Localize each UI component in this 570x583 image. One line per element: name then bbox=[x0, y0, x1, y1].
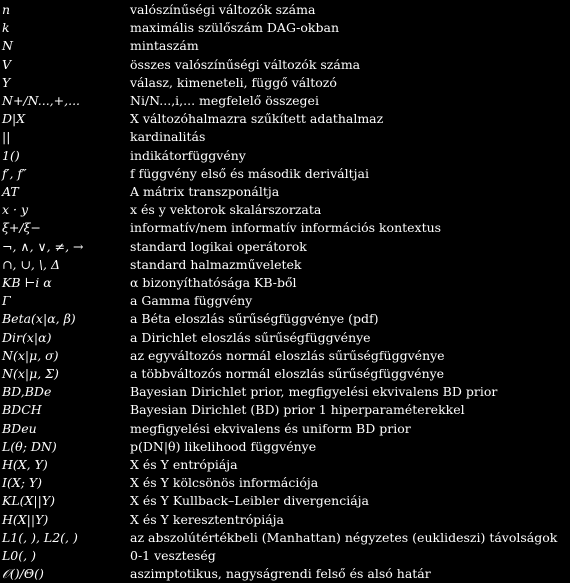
notation-description: aszimptotikus, nagyságrendi felső és alsó határ bbox=[130, 566, 431, 582]
notation-description: összes valószínűségi változók száma bbox=[130, 56, 361, 72]
notation-description: a Béta eloszlás sűrűségfüggvénye (pdf) bbox=[130, 311, 379, 327]
notation-row bbox=[0, 456, 570, 474]
notation-row bbox=[0, 565, 570, 583]
notation-description: Bayesian Dirichlet (BD) prior 1 hiperparaméterekkel bbox=[130, 402, 465, 418]
notation-description: a Dirichlet eloszlás sűrűségfüggvénye bbox=[130, 329, 371, 345]
notation-description: 0-1 veszteség bbox=[130, 548, 216, 563]
notation-description: X és Y kölcsönös információja bbox=[130, 475, 319, 491]
notation-row bbox=[0, 19, 570, 37]
notation-description: kardinalitás bbox=[130, 129, 206, 145]
notation-description: válasz, kimeneteli, függő változó bbox=[130, 74, 337, 90]
notation-row bbox=[0, 329, 570, 347]
notation-description: standard logikai operátorok bbox=[130, 238, 307, 254]
notation-row bbox=[0, 165, 570, 183]
notation-row bbox=[0, 438, 570, 456]
notation-symbol: f′, f″ bbox=[2, 165, 27, 181]
notation-symbol: N bbox=[2, 38, 13, 54]
notation-description: indikátorfüggvény bbox=[130, 147, 246, 163]
notation-description: standard halmazműveletek bbox=[130, 256, 302, 272]
notation-symbol: ¬, ∧, ∨, ≠, → bbox=[2, 238, 84, 254]
notation-row bbox=[0, 310, 570, 328]
notation-row bbox=[0, 383, 570, 401]
notation-symbol: KB ⊢i α bbox=[2, 275, 52, 290]
notation-row bbox=[0, 92, 570, 110]
notation-row bbox=[0, 74, 570, 92]
notation-symbol: AT bbox=[2, 184, 19, 199]
notation-row bbox=[0, 365, 570, 383]
notation-description: megfigyelési ekvivalens és uniform BD prior bbox=[130, 420, 411, 436]
notation-description: α bizonyíthatósága KB-ből bbox=[130, 275, 297, 290]
notation-description: maximális szülőszám DAG-okban bbox=[130, 20, 339, 36]
notation-row bbox=[0, 256, 570, 274]
notation-description: X változóhalmazra szűkített adathalmaz bbox=[130, 111, 384, 127]
notation-description: informatív/nem informatív információs kontextus bbox=[130, 220, 442, 236]
notation-symbol: N(x|μ, Σ) bbox=[2, 366, 59, 381]
notation-description: x és y vektorok skalárszorzata bbox=[130, 202, 322, 218]
notation-description: Ni/N...,i,... megfelelő összegei bbox=[130, 93, 319, 108]
notation-row bbox=[0, 511, 570, 529]
notation-description: X és Y keresztentrópiája bbox=[130, 511, 285, 527]
notation-symbol: N+/N...,+,... bbox=[2, 93, 81, 108]
notation-symbol: L0(, ) bbox=[2, 548, 36, 563]
notation-row bbox=[0, 529, 570, 547]
notation-symbol: V bbox=[2, 56, 12, 72]
notation-row bbox=[0, 1, 570, 19]
notation-symbol: H(X, Y) bbox=[2, 457, 48, 472]
notation-symbol: ∩, ∪, \, Δ bbox=[2, 256, 61, 272]
notation-description: A mátrix transzponáltja bbox=[130, 184, 280, 199]
notation-description: X és Y Kullback–Leibler divergenciája bbox=[130, 493, 369, 509]
notation-symbol: L(θ; DN) bbox=[2, 438, 57, 454]
notation-symbol: L1(, ), L2(, ) bbox=[2, 529, 78, 545]
notation-description: az egyváltozós normál eloszlás sűrűségfüggvénye bbox=[130, 347, 445, 363]
notation-description: mintaszám bbox=[130, 38, 199, 54]
notation-description: az abszolútértékbeli (Manhattan) négyzetes (euklideszi) távolságok bbox=[130, 529, 558, 545]
notation-symbol: BD,BDe bbox=[2, 384, 52, 400]
notation-row bbox=[0, 238, 570, 256]
notation-symbol: KL(X||Y) bbox=[2, 493, 55, 509]
notation-row bbox=[0, 56, 570, 74]
notation-row bbox=[0, 183, 570, 201]
notation-row bbox=[0, 401, 570, 419]
notation-symbol: || bbox=[2, 129, 11, 145]
notation-description: a többváltozós normál eloszlás sűrűségfüggvénye bbox=[130, 366, 445, 381]
notation-description: f függvény első és második deriváltjai bbox=[130, 165, 369, 181]
notation-symbol: 𝒪()/Θ() bbox=[2, 566, 44, 582]
notation-row bbox=[0, 201, 570, 219]
notation-symbol: BDeu bbox=[2, 420, 37, 436]
notation-row bbox=[0, 37, 570, 55]
notation-row bbox=[0, 219, 570, 237]
notation-row bbox=[0, 547, 570, 565]
notation-row bbox=[0, 292, 570, 310]
notation-row bbox=[0, 474, 570, 492]
notation-symbol: Dir(x|α) bbox=[2, 329, 52, 345]
notation-symbol: N(x|μ, σ) bbox=[2, 347, 59, 363]
notation-symbol: BDCH bbox=[2, 402, 42, 418]
notation-row bbox=[0, 128, 570, 146]
notation-description: valószínűségi változók száma bbox=[130, 2, 316, 17]
notation-row bbox=[0, 347, 570, 365]
notation-description: a Gamma függvény bbox=[130, 293, 253, 309]
notation-description: Bayesian Dirichlet prior, megfigyelési ekvivalens BD prior bbox=[130, 384, 498, 400]
notation-symbol: Beta(x|α, β) bbox=[2, 311, 76, 327]
notation-row bbox=[0, 147, 570, 165]
notation-row bbox=[0, 492, 570, 510]
notation-description: p(DN|θ) likelihood függvénye bbox=[130, 438, 317, 454]
notation-row bbox=[0, 110, 570, 128]
notation-symbol: D|X bbox=[2, 111, 26, 127]
notation-symbol: Y bbox=[2, 74, 11, 90]
notation-row bbox=[0, 420, 570, 438]
notation-row bbox=[0, 274, 570, 292]
notation-symbol: Γ bbox=[2, 293, 11, 309]
notation-symbol: ξ+/ξ− bbox=[2, 220, 41, 236]
notation-symbol: I(X; Y) bbox=[2, 475, 43, 491]
notation-symbol: H(X||Y) bbox=[2, 511, 49, 527]
notation-symbol: k bbox=[2, 20, 10, 36]
notation-symbol: 1() bbox=[2, 147, 20, 163]
notation-symbol: x · y bbox=[2, 202, 29, 218]
notation-symbol: n bbox=[2, 2, 11, 17]
notation-description: X és Y entrópiája bbox=[130, 457, 238, 472]
